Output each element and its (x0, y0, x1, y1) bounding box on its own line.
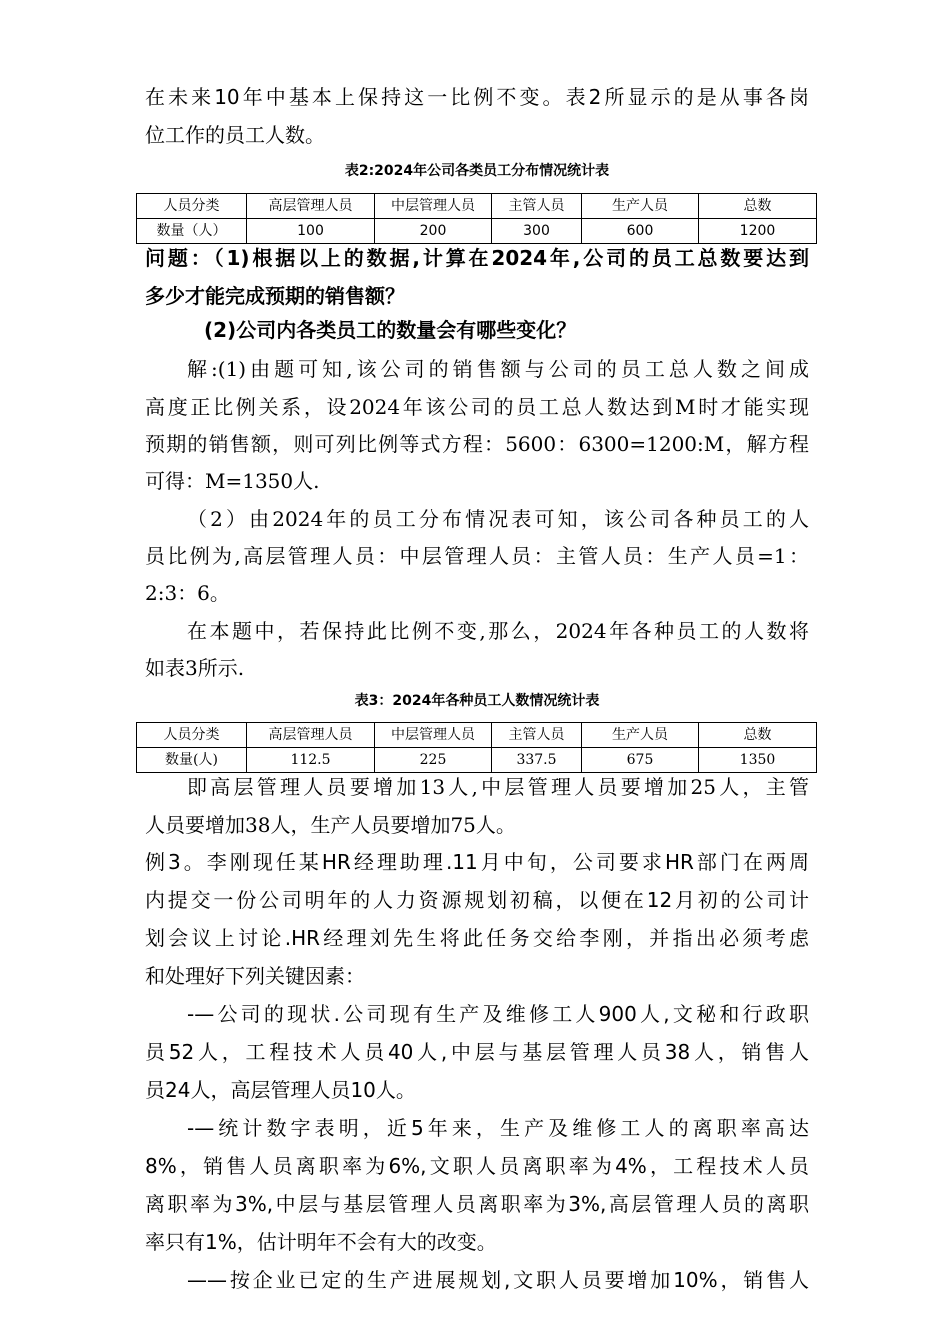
table3-caption: 表3：2024年各种员工人数情况统计表 (354, 693, 600, 709)
table-row (137, 748, 817, 773)
solution-line: 解:(1)由题可知,该公司的销售额与公司的员工总人数之间成 (187, 357, 809, 381)
paragraph-line: 和处理好下列关键因素： (145, 964, 365, 988)
table-header-cell: 中层管理人员 (375, 194, 492, 219)
table-cell: 100 (247, 219, 375, 244)
solution-line: 预期的销售额，则可列比例等式方程：5600：6300=1200:M，解方程 (145, 432, 809, 456)
paragraph-line: -—统计数字表明，近5年来，生产及维修工人的离职率高达 (187, 1116, 809, 1140)
paragraph-line: 内提交一份公司明年的人力资源规划初稿，以便在12月初的公司计 (145, 888, 809, 912)
solution-line: 可得：M=1350人. (145, 469, 320, 493)
table-header-row (137, 723, 817, 748)
table-cell: 200 (375, 219, 492, 244)
table-header-cell: 高层管理人员 (247, 194, 375, 219)
solution-line: 员比例为,高层管理人员：中层管理人员：主管人员：生产人员=1： (145, 544, 809, 568)
table-header-cell: 高层管理人员 (247, 723, 375, 748)
table-cell: 300 (492, 219, 582, 244)
table-header-cell: 人员分类 (137, 194, 247, 219)
table-cell: 675 (582, 748, 699, 773)
solution-line: （2）由2024年的员工分布情况表可知，该公司各种员工的人 (187, 507, 809, 531)
table2 (136, 193, 817, 244)
table-header-cell: 主管人员 (492, 194, 582, 219)
table-header-cell: 总数 (699, 723, 817, 748)
table-cell: 600 (582, 219, 699, 244)
paragraph-line: 人员要增加38人，生产人员要增加75人。 (145, 813, 516, 837)
solution-line: 如表3所示. (145, 656, 245, 680)
paragraph-line: 即高层管理人员要增加13人,中层管理人员要增加25人，主管 (187, 775, 809, 799)
table-header-cell: 主管人员 (492, 723, 582, 748)
solution-line: 高度正比例关系，设2024年该公司的员工总人数达到M时才能实现 (145, 395, 809, 419)
paragraph-line: 8%，销售人员离职率为6%,文职人员离职率为4%，工程技术人员 (145, 1154, 809, 1178)
paragraph-line: 位工作的员工人数。 (145, 123, 325, 147)
table3 (136, 722, 817, 773)
paragraph-line: 员52人，工程技术人员40人,中层与基层管理人员38人，销售人 (145, 1040, 809, 1064)
table-header-cell: 生产人员 (582, 194, 699, 219)
table-header-cell: 生产人员 (582, 723, 699, 748)
table-cell: 225 (375, 748, 492, 773)
solution-line: 2:3：6。 (145, 581, 230, 605)
table-cell: 112.5 (247, 748, 375, 773)
paragraph-line: -—公司的现状.公司现有生产及维修工人900人,文秘和行政职 (187, 1002, 809, 1026)
table-cell: 1200 (699, 219, 817, 244)
solution-line: 在本题中，若保持此比例不变,那么，2024年各种员工的人数将 (187, 619, 809, 643)
table-header-cell: 人员分类 (137, 723, 247, 748)
table-cell: 数量（人） (137, 219, 247, 244)
table-header-cell: 中层管理人员 (375, 723, 492, 748)
table-header-row (137, 194, 817, 219)
question-line: 多少才能完成预期的销售额？ (145, 284, 405, 308)
paragraph-line: 离职率为3%,中层与基层管理人员离职率为3%,高层管理人员的离职 (145, 1192, 809, 1216)
paragraph-line: ——按企业已定的生产进展规划,文职人员要增加10%，销售人 (187, 1268, 809, 1292)
table-header-cell: 总数 (699, 194, 817, 219)
table-cell: 数量(人) (137, 748, 247, 773)
table-cell: 1350 (699, 748, 817, 773)
question-line: (2)公司内各类员工的数量会有哪些变化？ (204, 318, 577, 342)
paragraph-line: 在未来10年中基本上保持这一比例不变。表2所显示的是从事各岗 (145, 85, 809, 109)
paragraph-line: 率只有1%，估计明年不会有大的改变。 (145, 1230, 497, 1254)
table-cell: 337.5 (492, 748, 582, 773)
table-row (137, 219, 817, 244)
paragraph-line: 例3。李刚现任某HR经理助理.11月中旬，公司要求HR部门在两周 (145, 850, 809, 874)
paragraph-line: 员24人，高层管理人员10人。 (145, 1078, 416, 1102)
question-line: 问题：（1)根据以上的数据,计算在2024年,公司的员工总数要达到 (145, 246, 809, 270)
table2-caption: 表2:2024年公司各类员工分布情况统计表 (344, 163, 610, 179)
paragraph-line: 划会议上讨论.HR经理刘先生将此任务交给李刚，并指出必须考虑 (145, 926, 809, 950)
